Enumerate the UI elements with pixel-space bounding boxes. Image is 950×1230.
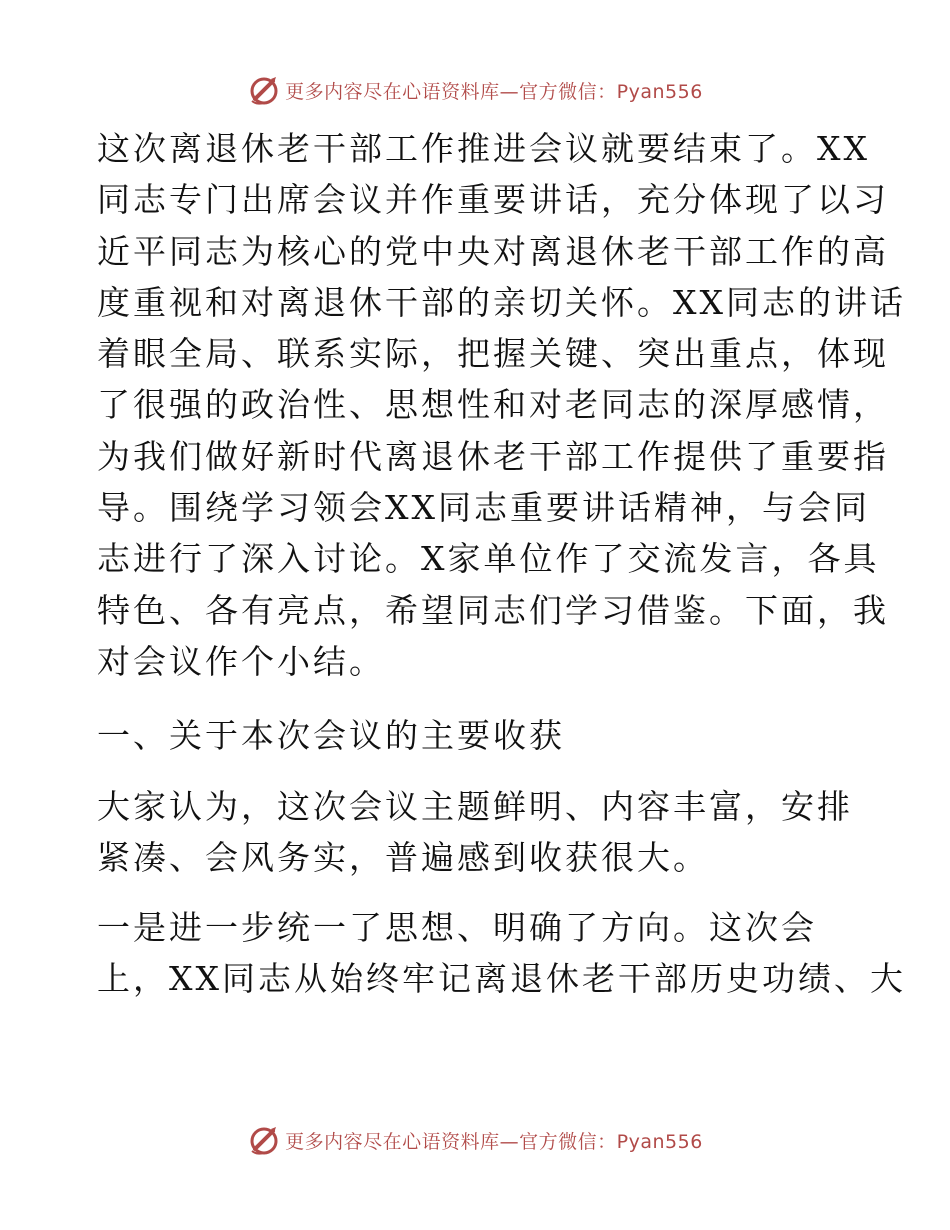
- text-line: 对会议作个小结。: [97, 641, 385, 681]
- text-line: 着眼全局、联系实际，把握关键、突出重点，体现: [97, 334, 889, 374]
- pen-swirl-logo-icon: [247, 1123, 281, 1157]
- text-line: 一是进一步统一了思想、明确了方向。这次会: [97, 908, 817, 948]
- footer-watermark-text: 更多内容尽在心语资料库—官方微信：Pyan556: [285, 1130, 703, 1153]
- text-line: 导。围绕学习领会XX同志重要讲话精神，与会同: [97, 488, 870, 528]
- pen-swirl-logo-icon: [247, 73, 281, 107]
- text-line: 特色、各有亮点，希望同志们学习借鉴。下面，我: [97, 590, 889, 630]
- text-line: 紧凑、会风务实，普遍感到收获很大。: [97, 837, 709, 877]
- text-line: 这次离退休老干部工作推进会议就要结束了。XX: [97, 129, 870, 168]
- section-heading: [97, 710, 862, 761]
- text-line: 了很强的政治性、思想性和对老同志的深厚感情，: [97, 385, 889, 425]
- header-watermark-text: 更多内容尽在心语资料库—官方微信：Pyan556: [285, 80, 703, 103]
- text-line: 大家认为，这次会议主题鲜明、内容丰富，安排: [97, 786, 853, 826]
- header-watermark: [0, 70, 950, 110]
- text-line: 度重视和对离退休干部的亲切关怀。XX同志的讲话: [97, 282, 906, 322]
- point-one-paragraph: [97, 902, 906, 1005]
- text-line: 近平同志为核心的党中央对离退休老干部工作的高: [97, 231, 889, 271]
- text-line: 上，XX同志从始终牢记离退休老干部历史功绩、大: [97, 959, 906, 999]
- intro-paragraph: [97, 123, 906, 687]
- text-line: 同志专门出席会议并作重要讲话，充分体现了以习: [97, 180, 889, 220]
- summary-paragraph: [97, 781, 862, 884]
- document-body: [97, 123, 906, 1005]
- text-line: 志进行了深入讨论。X家单位作了交流发言，各具: [97, 539, 880, 579]
- text-line: 为我们做好新时代离退休老干部工作提供了重要指: [97, 436, 889, 476]
- heading-text: 一、关于本次会议的主要收获: [97, 716, 565, 756]
- footer-watermark: [0, 1120, 950, 1160]
